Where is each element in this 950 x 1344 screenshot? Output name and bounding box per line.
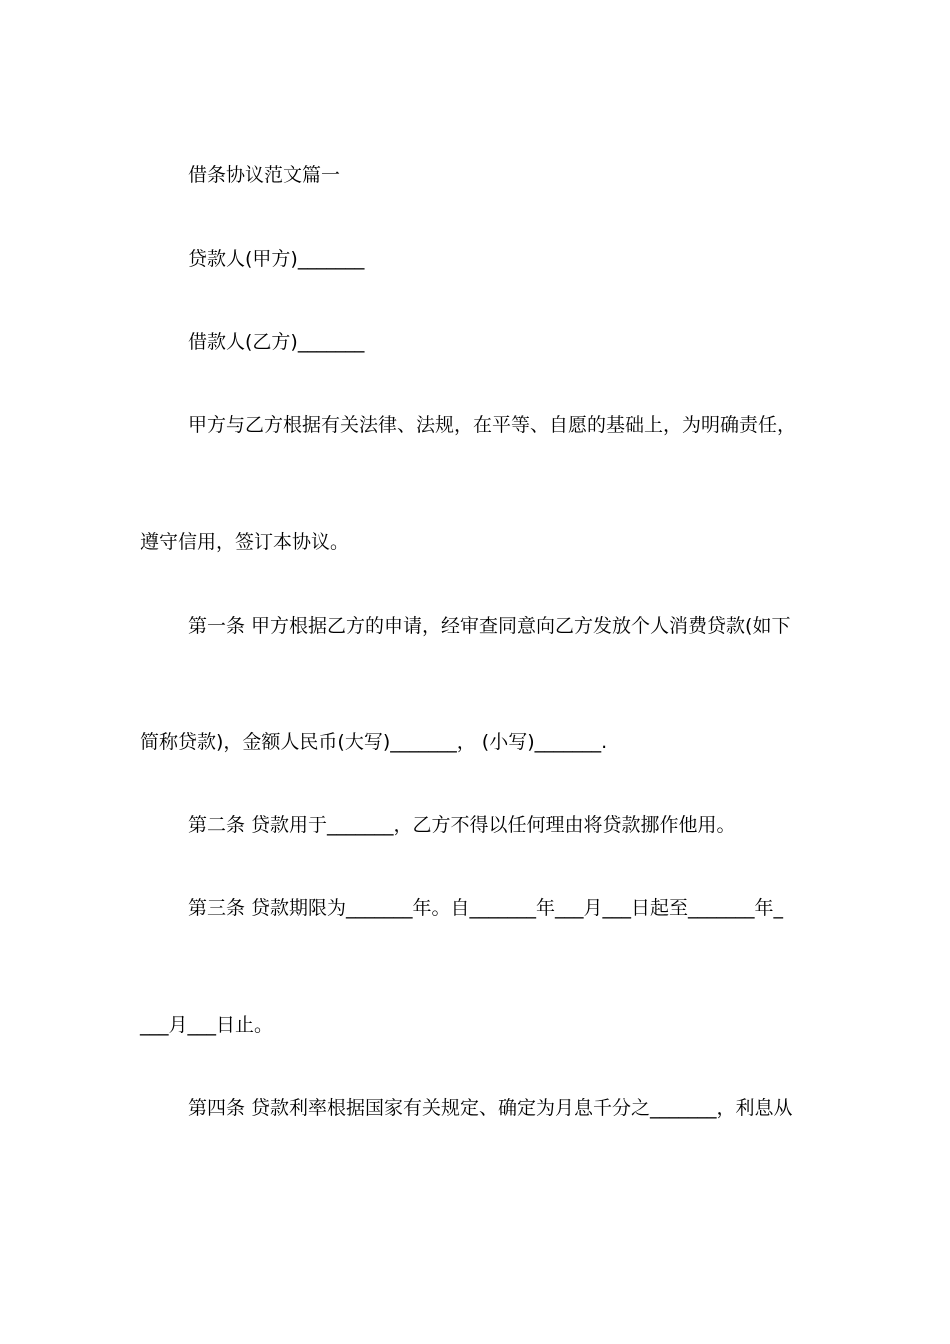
lender-line: 贷款人(甲方)_______	[188, 248, 365, 270]
borrower-line: 借款人(乙方)_______	[188, 331, 365, 353]
article-1-line-1: 第一条 甲方根据乙方的申请，经审查同意向乙方发放个人消费贷款(如下	[188, 615, 791, 637]
article-3-line-2: ___月___日止。	[140, 1014, 274, 1036]
article-3-line-1: 第三条 贷款期限为_______年。自_______年___月___日起至_______年_	[188, 897, 784, 919]
document-title: 借条协议范文篇一	[188, 164, 341, 186]
preamble-line-2: 遵守信用，签订本协议。	[140, 531, 350, 553]
preamble-line-1: 甲方与乙方根据有关法律、法规，在平等、自愿的基础上，为明确责任，	[188, 414, 797, 436]
article-4-line-1: 第四条 贷款利率根据国家有关规定、确定为月息千分之_______，利息从	[188, 1097, 793, 1119]
article-1-line-2: 简称贷款)，金额人民币(大写)_______， (小写)_______.	[140, 731, 608, 753]
article-2-line: 第二条 贷款用于_______，乙方不得以任何理由将贷款挪作他用。	[188, 814, 736, 836]
